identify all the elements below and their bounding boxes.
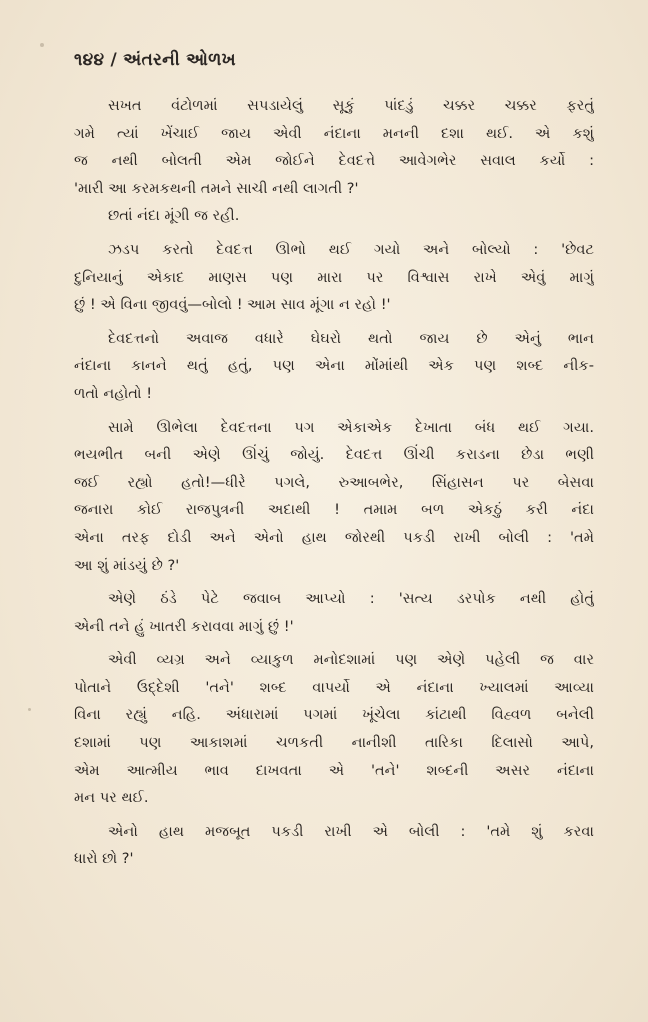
text-line: દેવદત્તનો અવાજ વધારે ઘેઘરો થતો જાય છે એનું ભાન — [108, 329, 594, 347]
page-body — [74, 92, 594, 873]
text-line: જ નથી બોલતી એમ જોઈને દેવદત્તે આવેગભેર સવાલ કર્યો : — [74, 152, 594, 170]
text-line: પોતાને ઉદ્દેશી 'તને' શબ્દ વાપર્યો એ નંદાના ખ્યાલમાં આવ્યા — [74, 678, 594, 696]
paper-speck — [28, 708, 31, 711]
text-line: છું ! એ વિના જીવવું—બોલો ! આમ સાવ મૂંગા ન રહો !' — [74, 296, 391, 314]
text-line: એમ આત્મીય ભાવ દાખવતા એ 'તને' શબ્દની અસર નંદાના — [74, 761, 594, 779]
text-line: દુનિયાનું એકાદ માણસ પણ મારા પર વિશ્વાસ રાખે એવું માગું — [74, 268, 594, 286]
text-line: ગમે ત્યાં ખેંચાઈ જાય એવી નંદાના મનની દશા થઈ. એ કશું — [74, 124, 594, 142]
text-line: એણે ઠંડે પેટે જવાબ આપ્યો : 'સત્ય ડરપોક નથી હોતું — [108, 590, 594, 608]
text-line: ધારો છો ?' — [74, 850, 134, 868]
text-line: સામે ઊભેલા દેવદત્તના પગ એકાએક દેખાતા બંધ થઈ ગયા. — [108, 418, 594, 436]
text-line: ઝડપ કરતો દેવદત્ત ઊભો થઈ ગયો અને બોલ્યો : 'છેવટ — [108, 240, 594, 258]
text-line: ળતો નહોતો ! — [74, 384, 153, 402]
text-line: જઈ રહ્યો હતો!—ધીરે પગલે, રુઆબભેર, સિંહાસન પર બેસવા — [74, 473, 594, 491]
text-line: એના તરફ દોડી અને એનો હાથ જોરથી પકડી રાખી બોલી : 'તમે — [74, 528, 594, 546]
text-line: જનારા કોઈ રાજપુત્રની અદાથી ! તમામ બળ એકઠું કરી નંદા — [74, 501, 594, 519]
text-line: નંદાના કાનને થતું હતું, પણ એના મોંમાંથી એક પણ શબ્દ નીક- — [74, 357, 594, 375]
text-line: એની તને હું ખાતરી કરાવવા માગું છું !' — [74, 617, 294, 635]
text-line: દશામાં પણ આકાશમાં ચળકતી નાનીશી તારિકા દિલાસો આપે, — [74, 734, 594, 752]
text-line: 'મારી આ કરમકથની તમને સાચી નથી લાગતી ?' — [74, 179, 359, 197]
text-line: સખત વંટોળમાં સપડાયેલું સૂકું પાંદડું ચક્કર ચક્કર ફરતું — [108, 97, 594, 114]
page-header: ૧૪૪ / અંતરની ઓળખ — [74, 50, 236, 70]
text-line: ભયભીત બની એણે ઊંચું જોયું. દેવદત્ત ઊંચી કરાડના છેડા ભણી — [74, 446, 594, 464]
paper-speck — [40, 43, 44, 47]
text-line: એવી વ્યગ્ર અને વ્યાકુળ મનોદશામાં પણ એણે પહેલી જ વાર — [108, 651, 594, 669]
text-line: છતાં નંદા મૂંગી જ રહી. — [108, 207, 240, 225]
text-line: મન પર થઈ. — [74, 789, 149, 807]
text-line: આ શું માંડયું છે ?' — [74, 556, 180, 574]
text-line: વિના રહ્યું નહિ. અંધારામાં પગમાં ખૂંચેલા કાંટાથી વિહ્વળ બનેલી — [74, 706, 594, 724]
text-line: એનો હાથ મજબૂત પકડી રાખી એ બોલી : 'તમે શું કરવા — [108, 822, 594, 840]
